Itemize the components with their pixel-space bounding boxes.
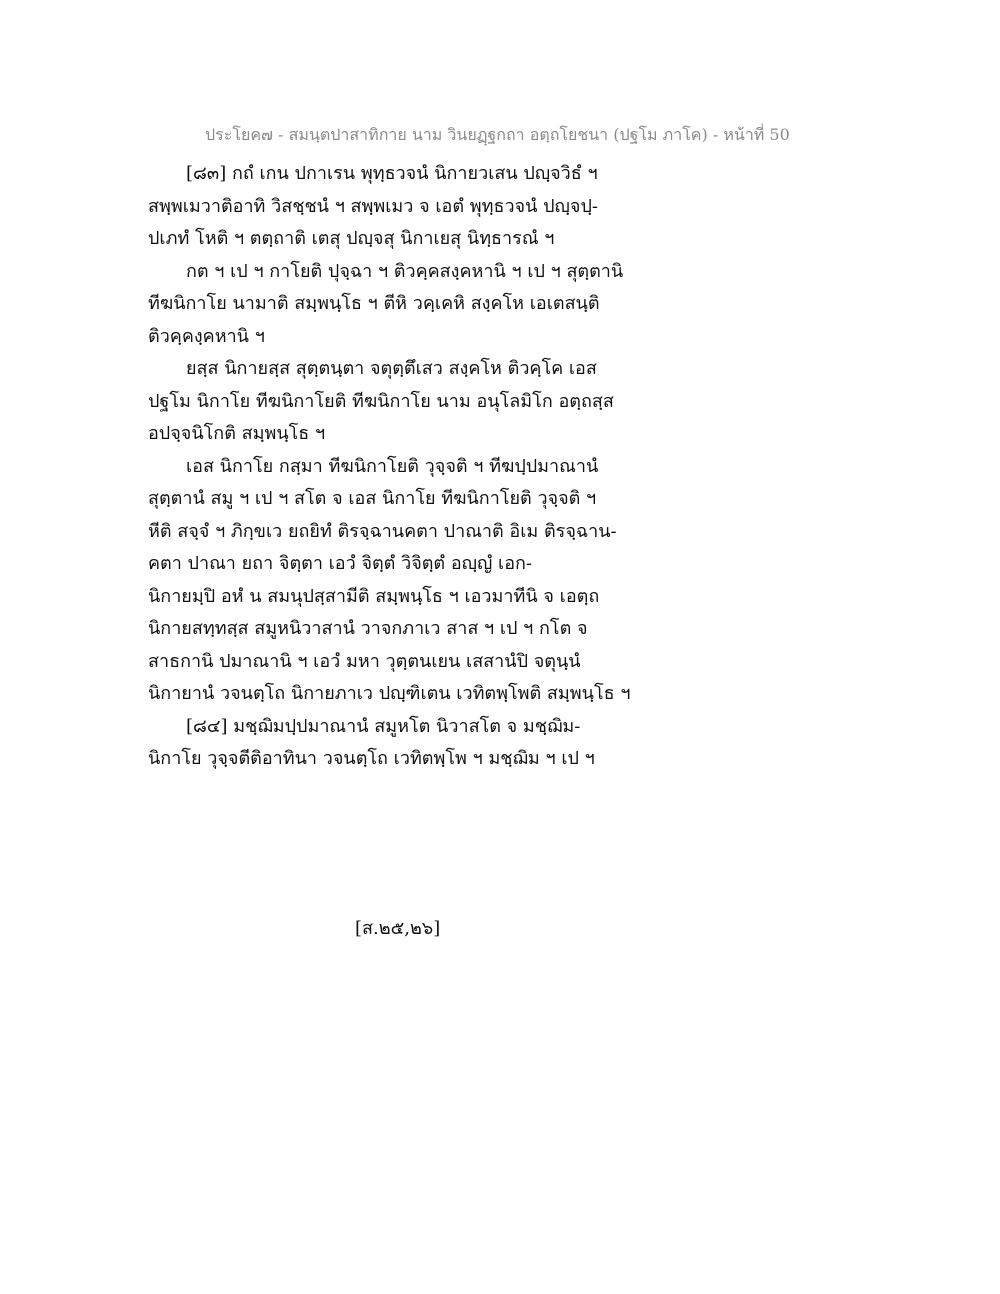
paragraph-line: นิกายานํ วจนตฺโถ นิกายภาเว ปญฺฑิเตน เวทิตพฺโพติ สมฺพนฺโธ ฯ	[148, 683, 631, 704]
paragraph-line: ปเภทํ โหติ ฯ ตตฺถาติ เตสุ ปญฺจสุ นิกาเยสุ นิทฺธารณํ ฯ	[148, 228, 555, 249]
paragraph-line: หีติ สจฺจํ ฯ ภิกฺขเว ยถยิทํ ติรจฺฉานคตา ปาณาติ อิเม ติรจฺฉาน-	[148, 520, 617, 542]
paragraph-line: เอส นิกาโย กสฺมา ทีฆนิกาโยติ วุจฺจติ ฯ ทีฆปฺปมาณานํ	[186, 455, 599, 477]
paragraph-line: สพฺพเมวาติอาทิ วิสชฺชนํ ฯ สพฺพเมว จ เอตํ พุทฺธวจนํ ปญฺจปฺ-	[148, 195, 598, 217]
paragraph-line: อปจฺจนิโกติ สมฺพนฺโธ ฯ	[148, 423, 326, 444]
paragraph-line: นิกายสทฺทสฺส สมูหนิวาสานํ วาจกภาเว สาส ฯ เป ฯ กโต จ	[148, 618, 588, 639]
running-header: ประโยค๗ - สมนฺตปาสาทิกาย นาม วินยฏฺฐกถา อตฺถโยชนา (ปฐโม ภาโค) - หน้าที่ 50	[205, 125, 790, 144]
paragraph-line: คตา ปาณา ยถา จิตฺตา เอวํ จิตฺตํ วิจิตฺตํ อญฺญํ เอก-	[148, 553, 532, 574]
paragraph-line: [๘๔] มชฺฌิมปฺปมาณานํ สมูหโต นิวาสโต จ มชฺฌิม-	[186, 715, 581, 737]
paragraph-line: นิกาโย วุจฺจตีติอาทินา วจนตฺโถ เวทิตพฺโพ ฯ มชฺฌิม ฯ เป ฯ	[148, 748, 595, 769]
paragraph-line: ทีฆนิกาโย นามาติ สมฺพนฺโธ ฯ ตีหิ วคฺเคหิ สงฺคโห เอเตสนฺติ	[148, 293, 600, 314]
body-text	[148, 158, 668, 776]
paragraph-line: สุตฺตานํ สมู ฯ เป ฯ สโต จ เอส นิกาโย ทีฆนิกาโยติ วุจฺจติ ฯ	[148, 488, 597, 509]
paragraph-line: กต ฯ เป ฯ กาโยติ ปุจฺฉา ฯ ติวคฺคสงฺคหานิ ฯ เป ฯ สุตฺตานิ	[186, 260, 624, 282]
paragraph-line: สาธกานิ ปมาณานิ ฯ เอวํ มหา วุตฺตนเยน เสสานํปิ จตุนฺนํ	[148, 650, 581, 672]
paragraph-line: ปฐโม นิกาโย ทีฆนิกาโยติ ทีฆนิกาโย นาม อนุโลมิโก อตฺถสฺส	[148, 390, 614, 412]
paragraph-line: [๘๓] กถํ เกน ปกาเรน พุทฺธวจนํ นิกายวเสน ปญฺจวิธํ ฯ	[186, 163, 598, 184]
page-reference: [ส.๒๕,๒๖]	[355, 918, 441, 939]
paragraph-line: ยสฺส นิกายสฺส สุตฺตนฺตา จตุตฺตึเสว สงฺคโห ติวคฺโค เอส	[186, 358, 597, 379]
paragraph-line: นิกายมฺปิ อหํ น สมนุปสฺสามีติ สมฺพนฺโธ ฯ เอวมาทีนิ จ เอตฺถ	[148, 585, 600, 607]
paragraph-line: ติวคฺคงฺคหานิ ฯ	[148, 325, 265, 347]
